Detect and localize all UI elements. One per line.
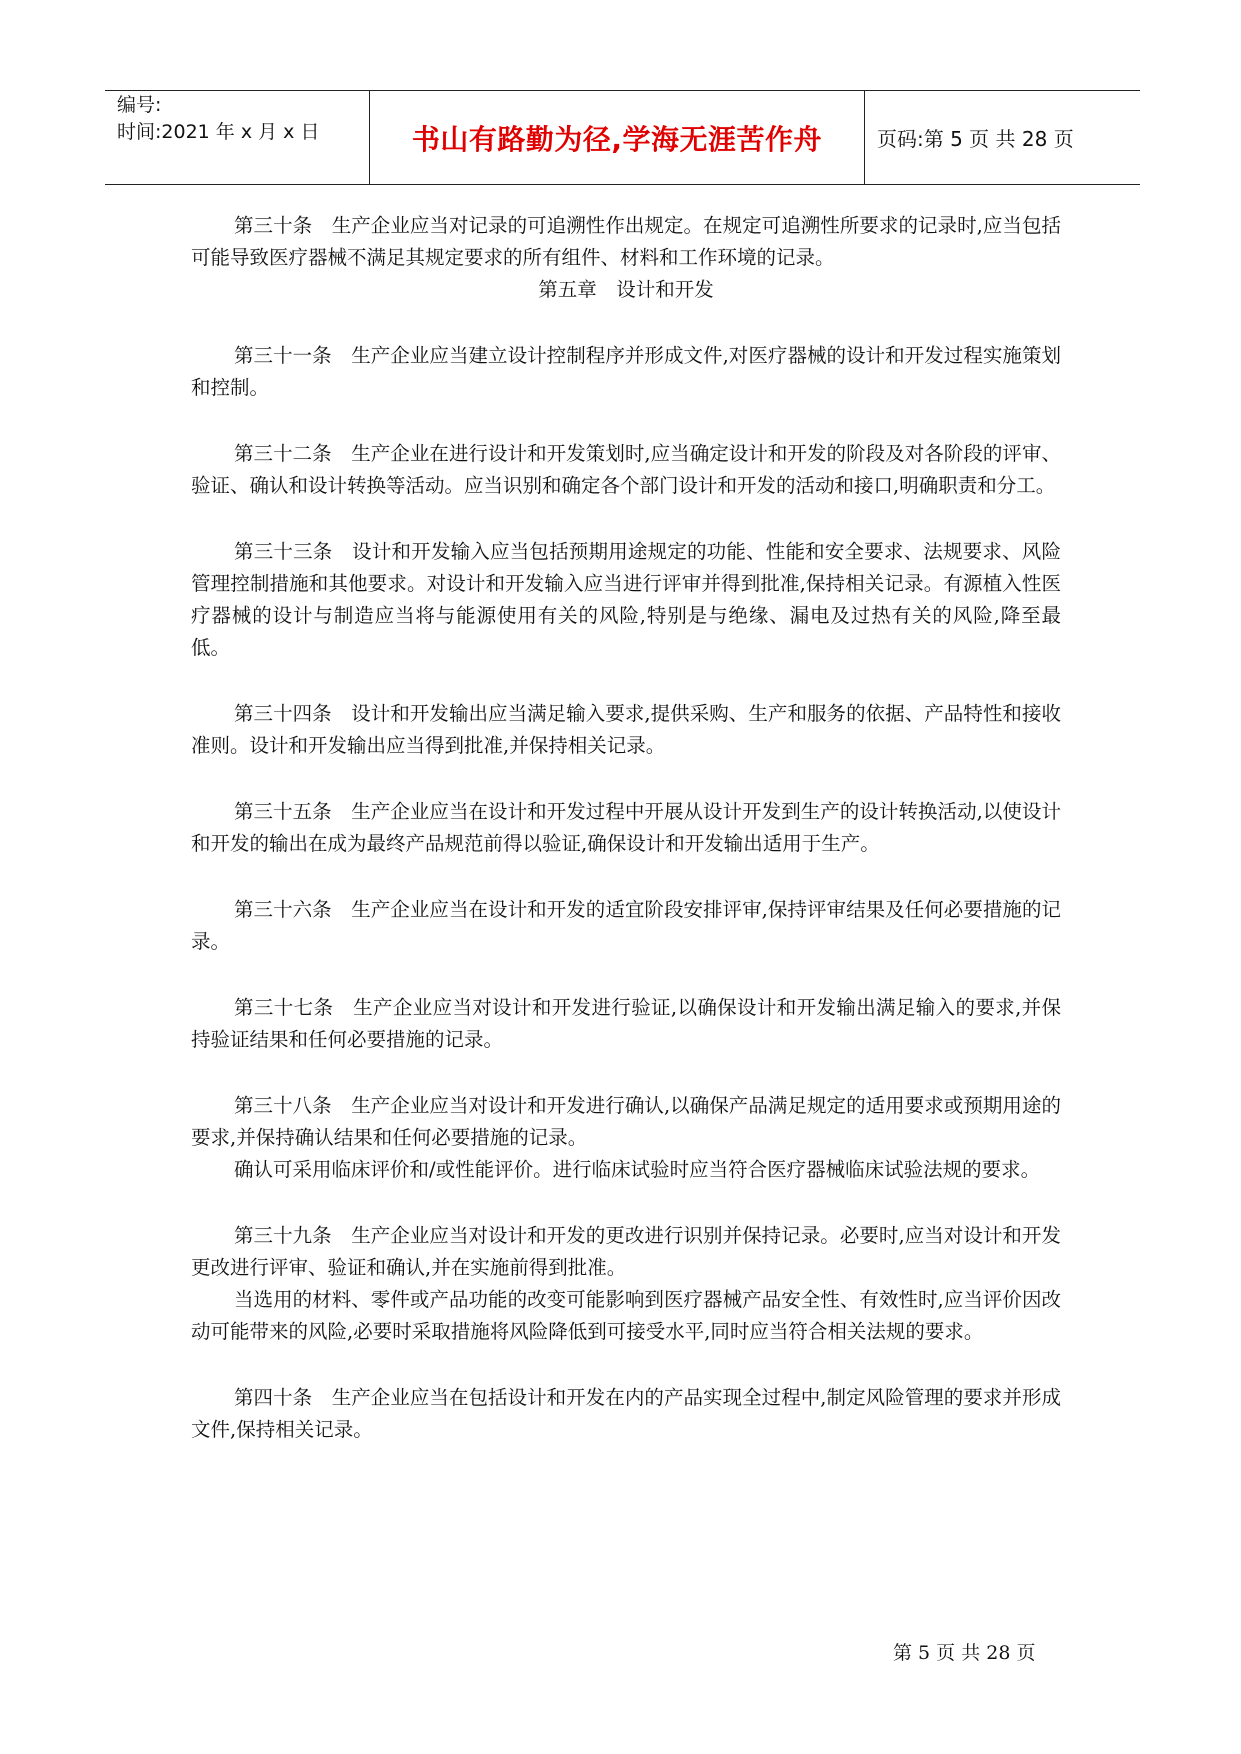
header-page-number: 页码:第 5 页 共 28 页 xyxy=(877,127,1074,151)
header-motto: 书山有路勤为径,学海无涯苦作舟 xyxy=(411,122,823,156)
header-meta xyxy=(105,91,370,184)
article-40: 第四十条 生产企业应当在包括设计和开发在内的产品实现全过程中,制定风险管理的要求并形成文件,保持相关记录。 xyxy=(191,1386,1061,1441)
document-time-label: 时间:2021 年 x 月 x 日 xyxy=(117,121,320,143)
header-motto-cell xyxy=(370,91,865,184)
article-39-continued: 当选用的材料、零件或产品功能的改变可能影响到医疗器械产品安全性、有效性时,应当评价因改动可能带来的风险,必要时采取措施将风险降低到可接受水平,同时应当符合相关法规的要求。 xyxy=(191,1288,1061,1343)
article-31: 第三十一条 生产企业应当建立设计控制程序并形成文件,对医疗器械的设计和开发过程实施策划和控制。 xyxy=(191,344,1061,399)
article-38-continued: 确认可采用临床评价和/或性能评价。进行临床试验时应当符合医疗器械临床试验法规的要求。 xyxy=(234,1158,1041,1181)
article-33: 第三十三条 设计和开发输入应当包括预期用途规定的功能、性能和安全要求、法规要求、风险管理控制措施和其他要求。对设计和开发输入应当进行评审并得到批准,保持相关记录。有源植入性医疗器械的设计与制造应当将与能源使用有关的风险,特别是与绝缘、漏电及过热有关的风险,降至最低。 xyxy=(191,540,1061,659)
article-38: 第三十八条 生产企业应当对设计和开发进行确认,以确保产品满足规定的适用要求或预期用途的要求,并保持确认结果和任何必要措施的记录。 xyxy=(191,1094,1061,1149)
page-header xyxy=(105,90,1140,185)
page-footer: 第 5 页 共 28 页 xyxy=(893,1642,1036,1664)
chapter-heading: 第五章 设计和开发 xyxy=(538,278,714,301)
article-34: 第三十四条 设计和开发输出应当满足输入要求,提供采购、生产和服务的依据、产品特性和接收准则。设计和开发输出应当得到批准,并保持相关记录。 xyxy=(191,702,1061,757)
document-number-label: 编号: xyxy=(117,94,162,116)
article-35: 第三十五条 生产企业应当在设计和开发过程中开展从设计开发到生产的设计转换活动,以使设计和开发的输出在成为最终产品规范前得以验证,确保设计和开发输出适用于生产。 xyxy=(191,800,1061,855)
article-36: 第三十六条 生产企业应当在设计和开发的适宜阶段安排评审,保持评审结果及任何必要措施的记录。 xyxy=(191,898,1061,953)
article-32: 第三十二条 生产企业在进行设计和开发策划时,应当确定设计和开发的阶段及对各阶段的评审、验证、确认和设计转换等活动。应当识别和确定各个部门设计和开发的活动和接口,明确职责和分工。 xyxy=(191,442,1061,497)
document-body xyxy=(191,210,1061,1446)
article-39: 第三十九条 生产企业应当对设计和开发的更改进行识别并保持记录。必要时,应当对设计和开发更改进行评审、验证和确认,并在实施前得到批准。 xyxy=(191,1224,1061,1279)
article-30: 第三十条 生产企业应当对记录的可追溯性作出规定。在规定可追溯性所要求的记录时,应当包括可能导致医疗器械不满足其规定要求的所有组件、材料和工作环境的记录。 xyxy=(191,214,1061,269)
header-page-cell xyxy=(865,91,1140,184)
article-37: 第三十七条 生产企业应当对设计和开发进行验证,以确保设计和开发输出满足输入的要求,并保持验证结果和任何必要措施的记录。 xyxy=(191,996,1061,1051)
